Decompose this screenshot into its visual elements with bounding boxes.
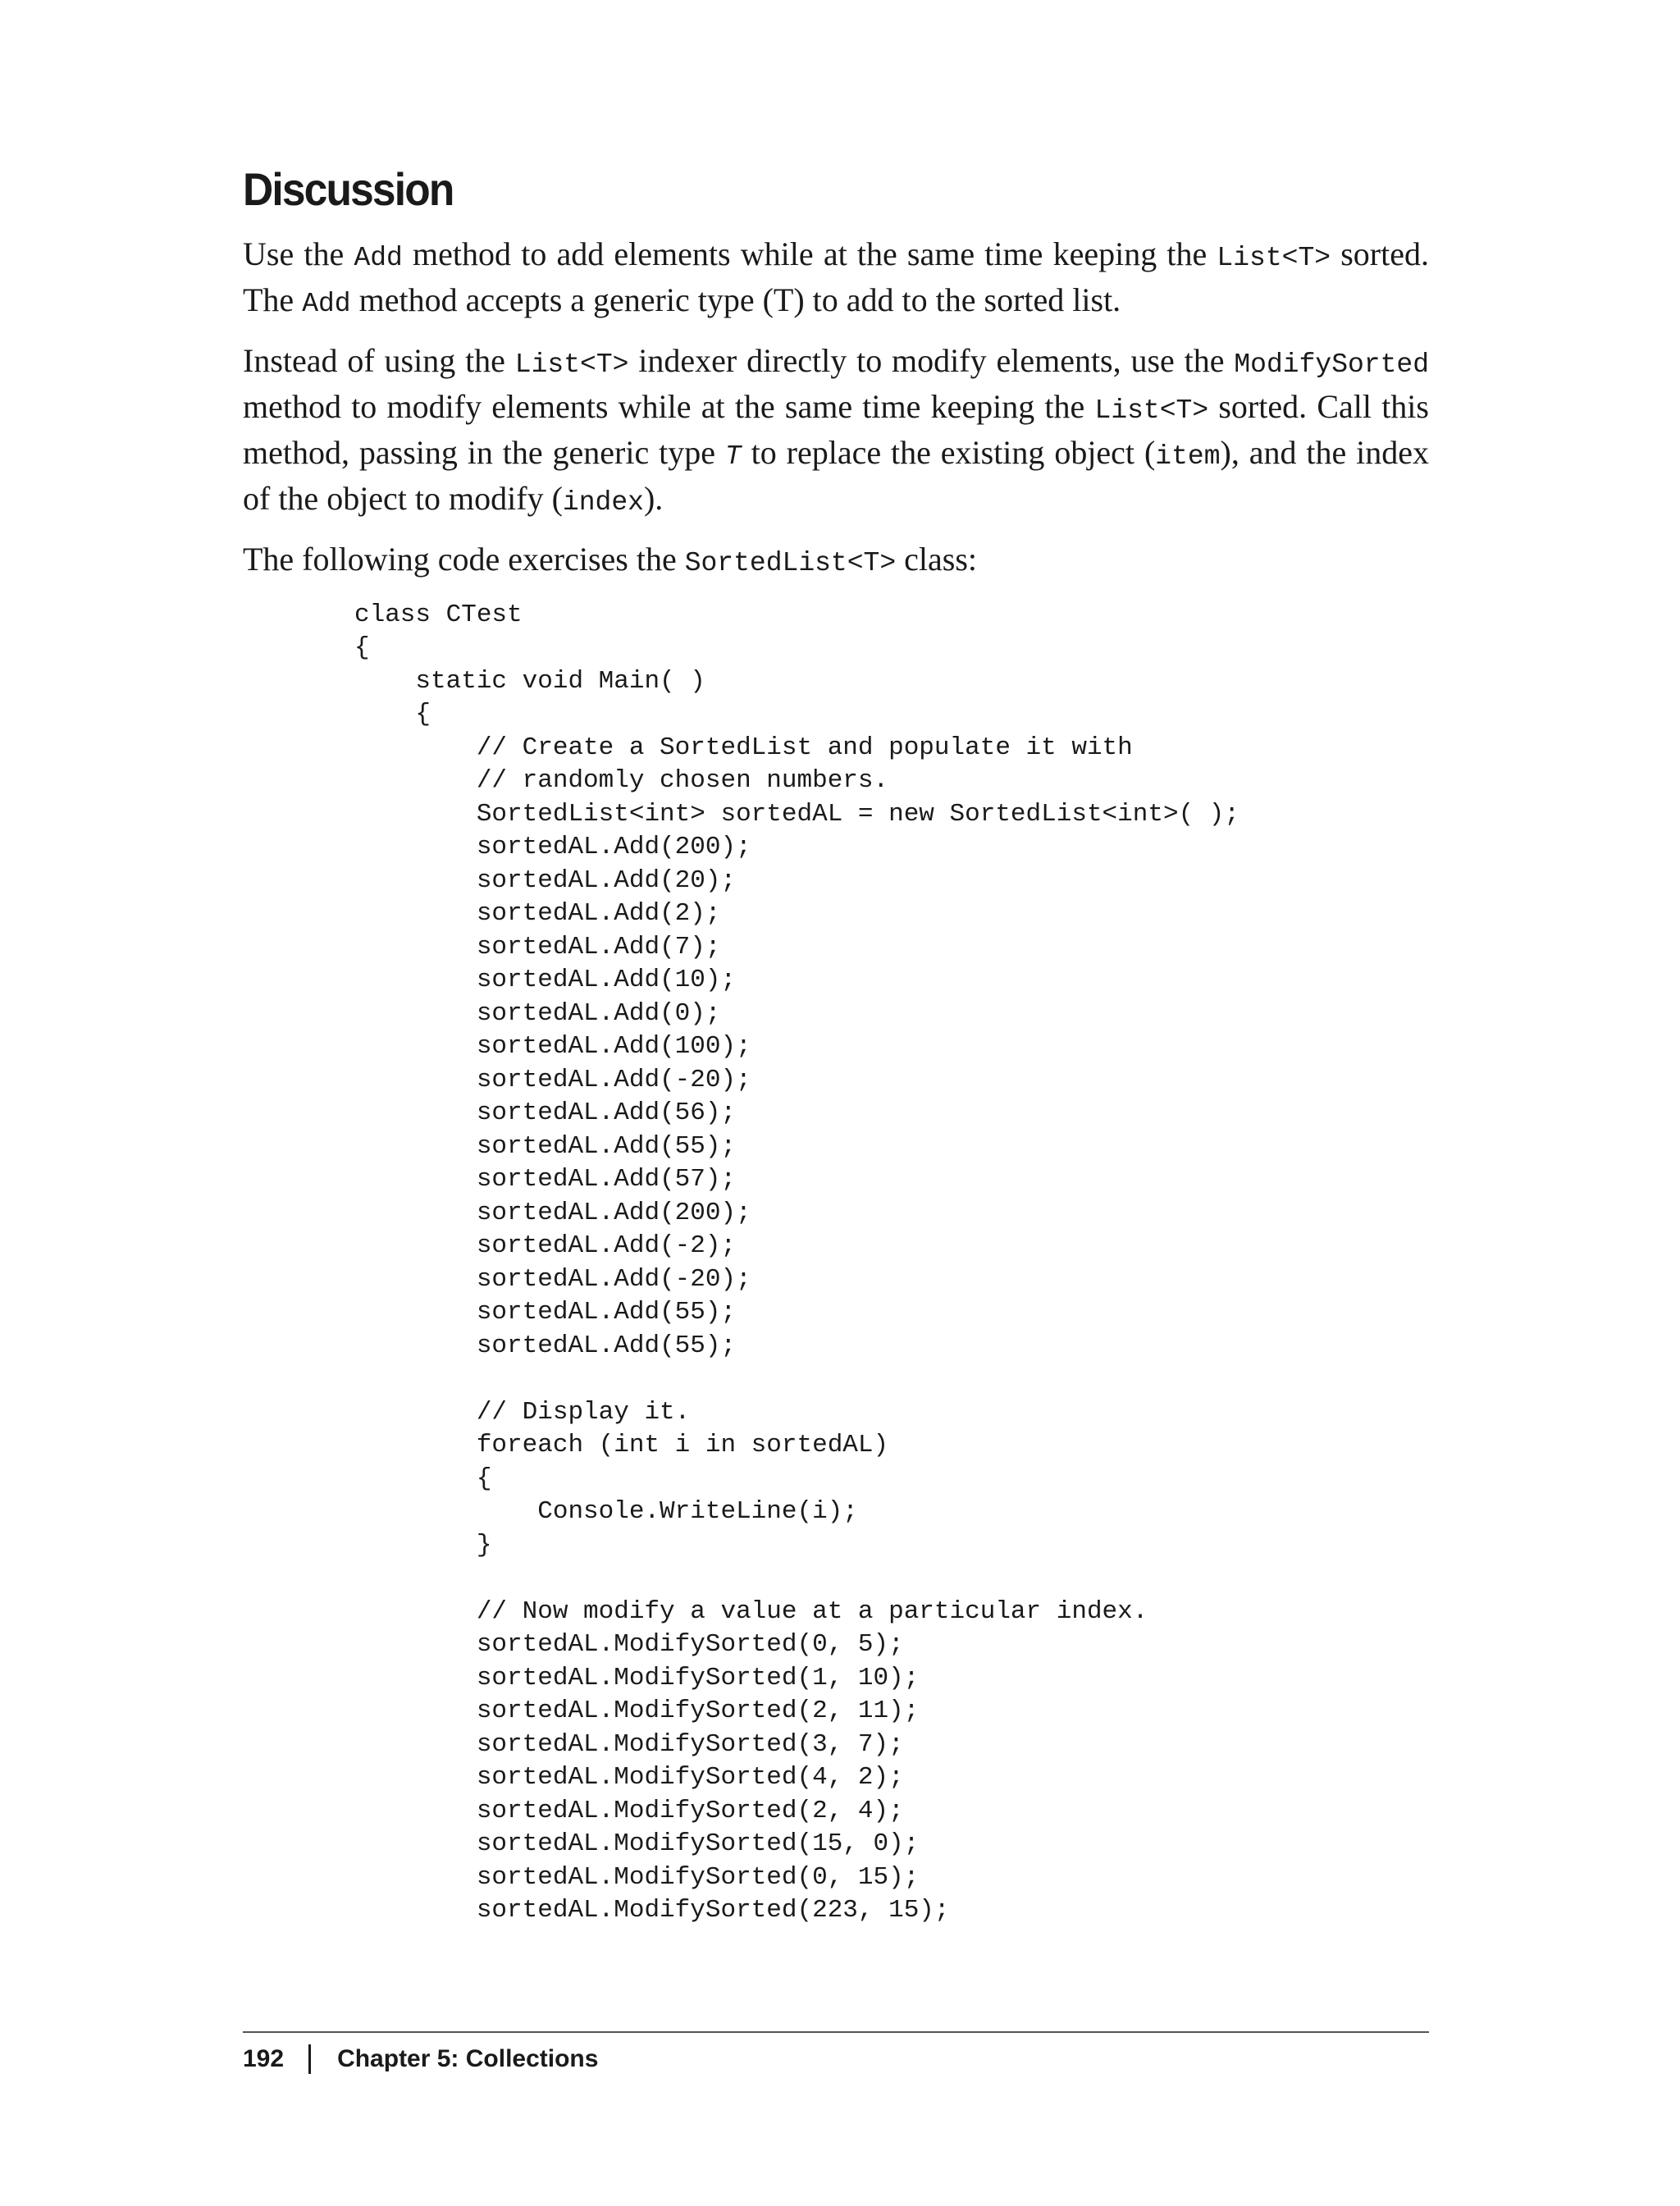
code-line: sortedAL.Add(100); bbox=[354, 1032, 751, 1062]
code-line: sortedAL.Add(-20); bbox=[354, 1264, 751, 1294]
code-line: sortedAL.ModifySorted(15, 0); bbox=[354, 1829, 920, 1859]
page-content bbox=[243, 164, 1429, 1928]
code-line: static void Main( ) bbox=[354, 666, 705, 696]
code-line bbox=[354, 1562, 1429, 1596]
code-line: } bbox=[354, 1530, 492, 1560]
code-line: sortedAL.Add(-20); bbox=[354, 1065, 751, 1094]
text-run: method to modify elements while at the same time keeping the bbox=[243, 387, 1095, 425]
code-line: // randomly chosen numbers. bbox=[354, 766, 889, 796]
page-footer bbox=[243, 2031, 1429, 2074]
inline-code: SortedList<T> bbox=[684, 547, 897, 578]
code-line: sortedAL.Add(7); bbox=[354, 932, 721, 961]
code-line: { bbox=[354, 700, 431, 729]
code-line: // Create a SortedList and populate it with bbox=[354, 733, 1133, 762]
code-line: sortedAL.Add(-2); bbox=[354, 1231, 737, 1261]
text-run: ). bbox=[643, 479, 664, 517]
paragraph-modify-sorted bbox=[243, 340, 1429, 523]
text-run: method to add elements while at the same time keeping the bbox=[402, 235, 1217, 272]
text-run: The following code exercises the bbox=[243, 540, 685, 578]
page-number: 192 bbox=[243, 2045, 285, 2072]
code-line: { bbox=[354, 1464, 492, 1493]
text-run: indexer directly to modify elements, use the bbox=[628, 341, 1235, 379]
code-line: sortedAL.Add(2); bbox=[354, 899, 721, 929]
code-line: sortedAL.Add(55); bbox=[354, 1131, 737, 1161]
code-line: SortedList<int> sortedAL = new SortedList<int>( ); bbox=[354, 799, 1239, 829]
code-line: sortedAL.ModifySorted(1, 10); bbox=[354, 1663, 920, 1692]
code-line: sortedAL.Add(20); bbox=[354, 866, 737, 895]
text-run: to replace the existing object ( bbox=[741, 433, 1156, 471]
code-line: sortedAL.ModifySorted(0, 5); bbox=[354, 1630, 904, 1660]
inline-code: Add bbox=[354, 242, 403, 273]
code-line bbox=[354, 1363, 1429, 1396]
code-line: sortedAL.Add(57); bbox=[354, 1165, 737, 1194]
paragraph-code-intro bbox=[243, 538, 1429, 584]
code-line: sortedAL.ModifySorted(0, 15); bbox=[354, 1862, 920, 1892]
code-listing bbox=[354, 599, 1429, 1928]
inline-code: index bbox=[562, 486, 644, 518]
section-heading: Discussion bbox=[243, 163, 454, 215]
code-line: sortedAL.ModifySorted(4, 2); bbox=[354, 1763, 904, 1793]
code-line: { bbox=[354, 633, 370, 663]
code-line: sortedAL.Add(200); bbox=[354, 1198, 751, 1227]
text-run: ), and the index of the object to modify ( bbox=[243, 433, 1430, 517]
code-line: sortedAL.Add(55); bbox=[354, 1298, 737, 1327]
text-run: Instead of using the bbox=[243, 341, 515, 379]
text-run: Use the bbox=[243, 235, 354, 272]
code-line: foreach (int i in sortedAL) bbox=[354, 1431, 889, 1460]
inline-code: List<T> bbox=[1217, 242, 1331, 273]
code-line: sortedAL.ModifySorted(223, 15); bbox=[354, 1896, 950, 1925]
footer-divider bbox=[308, 2044, 311, 2074]
text-run: sorted. Call this method, passing in the generic type bbox=[243, 387, 1429, 471]
inline-code: Add bbox=[302, 288, 351, 319]
text-run: method accepts a generic type (T) to add to the sorted list. bbox=[350, 281, 1121, 318]
code-line: sortedAL.Add(200); bbox=[354, 833, 751, 862]
code-line: sortedAL.Add(56); bbox=[354, 1098, 737, 1128]
inline-code-italic: T bbox=[724, 441, 742, 472]
paragraph-add-method bbox=[243, 233, 1429, 325]
code-line: sortedAL.ModifySorted(2, 11); bbox=[354, 1697, 920, 1726]
code-line: sortedAL.Add(0); bbox=[354, 998, 721, 1028]
text-run: class: bbox=[896, 540, 978, 578]
code-line: sortedAL.ModifySorted(3, 7); bbox=[354, 1729, 904, 1759]
code-line: Console.WriteLine(i); bbox=[354, 1497, 858, 1527]
code-line: sortedAL.Add(55); bbox=[354, 1331, 737, 1360]
inline-code: List<T> bbox=[514, 349, 629, 380]
inline-code: ModifySorted bbox=[1234, 349, 1430, 380]
inline-code: item bbox=[1155, 441, 1221, 472]
code-line: sortedAL.Add(10); bbox=[354, 966, 737, 995]
code-line: // Now modify a value at a particular index. bbox=[354, 1596, 1148, 1626]
code-line: sortedAL.ModifySorted(2, 4); bbox=[354, 1796, 904, 1825]
inline-code: List<T> bbox=[1094, 395, 1209, 426]
code-line: // Display it. bbox=[354, 1397, 691, 1427]
text-run: sorted. The bbox=[243, 235, 1429, 318]
chapter-title: Chapter 5: Collections bbox=[337, 2045, 599, 2072]
code-line: class CTest bbox=[354, 600, 523, 629]
